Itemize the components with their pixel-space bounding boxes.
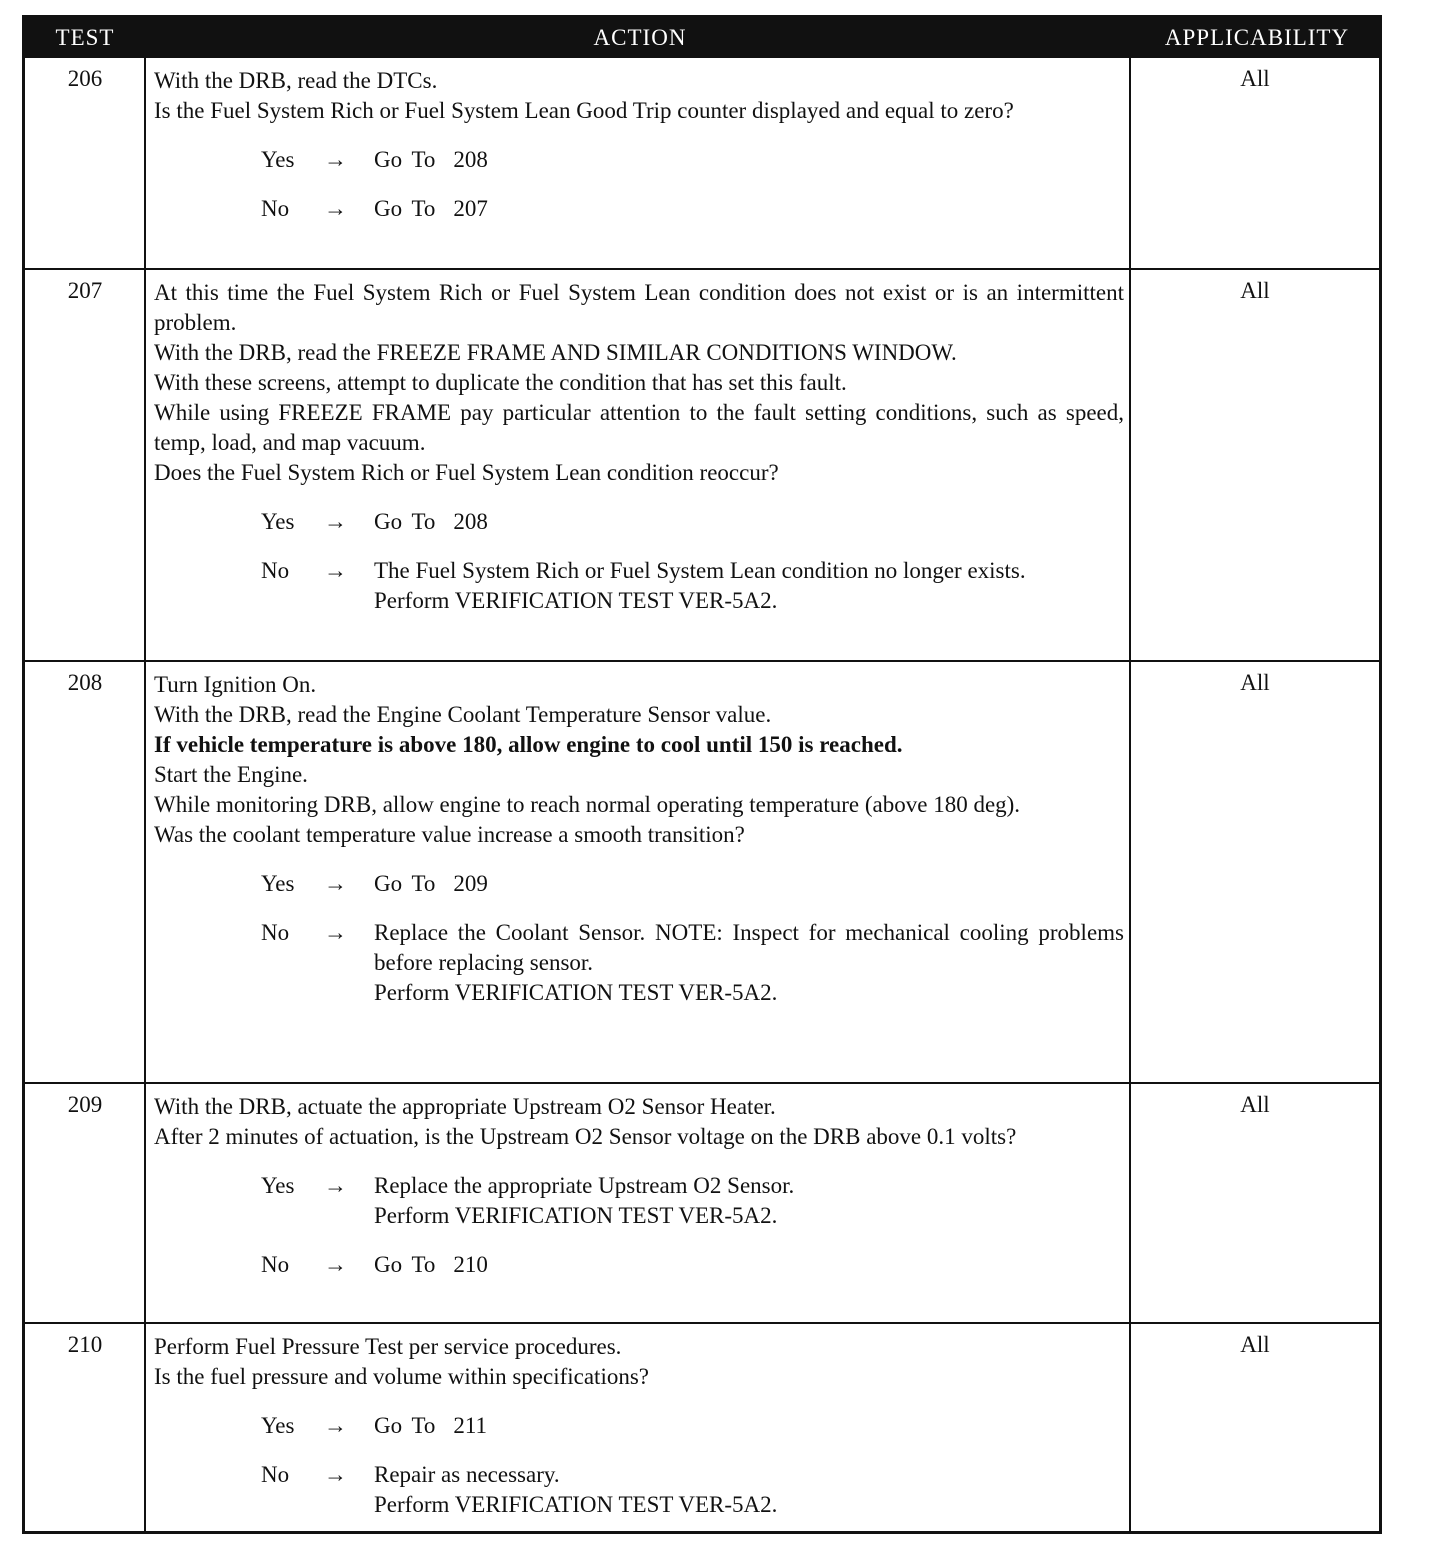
action-line: Perform Fuel Pressure Test per service procedures. [154, 1334, 622, 1359]
yes-label: Yes [261, 1173, 295, 1198]
header-action: ACTION [593, 25, 687, 50]
goto-target: Go To 211 [374, 1413, 488, 1438]
result-text: Perform VERIFICATION TEST VER-5A2. [374, 1492, 778, 1517]
no-branch [154, 1460, 1124, 1520]
action-text [154, 670, 1124, 850]
arrow-icon: → [324, 509, 347, 534]
action-line: Start the Engine. [154, 762, 308, 787]
action-text [154, 1092, 1124, 1152]
table-row [25, 1322, 1379, 1534]
yes-branch [154, 507, 1124, 537]
action-line: Was the coolant temperature value increase a smooth transition? [154, 822, 745, 847]
arrow-icon: → [324, 1252, 347, 1277]
arrow-icon: → [324, 871, 347, 896]
test-number: 207 [67, 278, 103, 303]
no-result [374, 918, 1124, 1008]
table-row [25, 1082, 1379, 1322]
applicability-value: All [1240, 278, 1270, 303]
test-number: 208 [67, 670, 103, 695]
arrow-icon: → [324, 147, 347, 172]
action-line: While monitoring DRB, allow engine to reach normal operating temperature (above 180 deg). [154, 792, 1021, 817]
action-cell [154, 278, 1124, 646]
yes-label: Yes [261, 509, 295, 534]
action-cell [154, 670, 1124, 1008]
goto-target: Go To 209 [374, 871, 488, 896]
header-applicability: APPLICABILITY [1164, 25, 1350, 50]
goto-target: Go To 210 [374, 1252, 488, 1277]
applicability-value: All [1240, 1092, 1270, 1117]
table-row [25, 660, 1379, 1082]
yes-branch [154, 1171, 1124, 1231]
yes-branch [154, 1411, 1124, 1441]
diagnostic-table [22, 15, 1382, 1534]
arrow-icon: → [324, 1462, 347, 1487]
arrow-icon: → [324, 196, 347, 221]
arrow-icon: → [324, 1413, 347, 1438]
test-number: 210 [67, 1332, 103, 1357]
action-text [154, 278, 1124, 488]
action-cell [154, 1092, 1124, 1280]
action-line: With the DRB, read the DTCs. [154, 68, 438, 93]
action-line: After 2 minutes of actuation, is the Upstream O2 Sensor voltage on the DRB above 0.1 volts? [154, 1124, 1017, 1149]
result-text: Repair as necessary. [374, 1462, 560, 1487]
no-result [374, 1460, 1124, 1520]
goto-target: Go To 207 [374, 196, 488, 221]
applicability-value: All [1240, 66, 1270, 91]
yes-result [374, 1171, 1124, 1231]
yes-label: Yes [261, 147, 295, 172]
applicability-value: All [1240, 1332, 1270, 1357]
no-result [374, 556, 1124, 616]
no-branch [154, 1250, 1124, 1280]
yes-branch [154, 869, 1124, 899]
no-label: No [261, 558, 290, 583]
no-label: No [261, 920, 290, 945]
action-line: Does the Fuel System Rich or Fuel System Lean condition reoccur? [154, 460, 779, 485]
warning-line: If vehicle temperature is above 180, allow engine to cool until 150 is reached. [154, 732, 903, 757]
table-row [25, 268, 1379, 660]
table-header [25, 18, 1379, 58]
result-text: Perform VERIFICATION TEST VER-5A2. [374, 980, 778, 1005]
arrow-icon: → [324, 558, 347, 583]
yes-label: Yes [261, 871, 295, 896]
applicability-value: All [1240, 670, 1270, 695]
action-cell [154, 66, 1124, 224]
result-text: Perform VERIFICATION TEST VER-5A2. [374, 588, 778, 613]
result-text: Replace the appropriate Upstream O2 Sensor. [374, 1173, 795, 1198]
action-line: While using FREEZE FRAME pay particular attention to the fault setting conditions, such as speed, temp, load, and map vacuum. [154, 400, 1124, 455]
table-row [25, 58, 1379, 268]
no-branch [154, 194, 1124, 224]
yes-label: Yes [261, 1413, 295, 1438]
action-line: With the DRB, read the Engine Coolant Temperature Sensor value. [154, 702, 772, 727]
result-text: Perform VERIFICATION TEST VER-5A2. [374, 1203, 778, 1228]
no-branch [154, 556, 1124, 646]
no-label: No [261, 1252, 290, 1277]
goto-target: Go To 208 [374, 509, 488, 534]
goto-target: Go To 208 [374, 147, 488, 172]
action-cell [154, 1332, 1124, 1520]
header-test: TEST [55, 25, 115, 50]
no-label: No [261, 196, 290, 221]
action-text [154, 1332, 1124, 1392]
no-label: No [261, 1462, 290, 1487]
action-line: Is the fuel pressure and volume within specifications? [154, 1364, 649, 1389]
action-line: Turn Ignition On. [154, 672, 317, 697]
action-text [154, 66, 1124, 126]
yes-branch [154, 145, 1124, 175]
result-text: Replace the Coolant Sensor. NOTE: Inspect for mechanical cooling problems before replacing sensor. [374, 920, 1124, 975]
arrow-icon: → [324, 1173, 347, 1198]
action-line: With the DRB, actuate the appropriate Upstream O2 Sensor Heater. [154, 1094, 776, 1119]
test-number: 206 [67, 66, 103, 91]
arrow-icon: → [324, 920, 347, 945]
test-number: 209 [67, 1092, 103, 1117]
no-branch [154, 918, 1124, 1008]
result-text: The Fuel System Rich or Fuel System Lean condition no longer exists. [374, 558, 1026, 583]
action-line: With these screens, attempt to duplicate the condition that has set this fault. [154, 370, 847, 395]
action-line: With the DRB, read the FREEZE FRAME AND SIMILAR CONDITIONS WINDOW. [154, 340, 957, 365]
action-line: Is the Fuel System Rich or Fuel System Lean Good Trip counter displayed and equal to zero? [154, 98, 1014, 123]
action-line: At this time the Fuel System Rich or Fuel System Lean condition does not exist or is an intermittent problem. [154, 280, 1124, 335]
